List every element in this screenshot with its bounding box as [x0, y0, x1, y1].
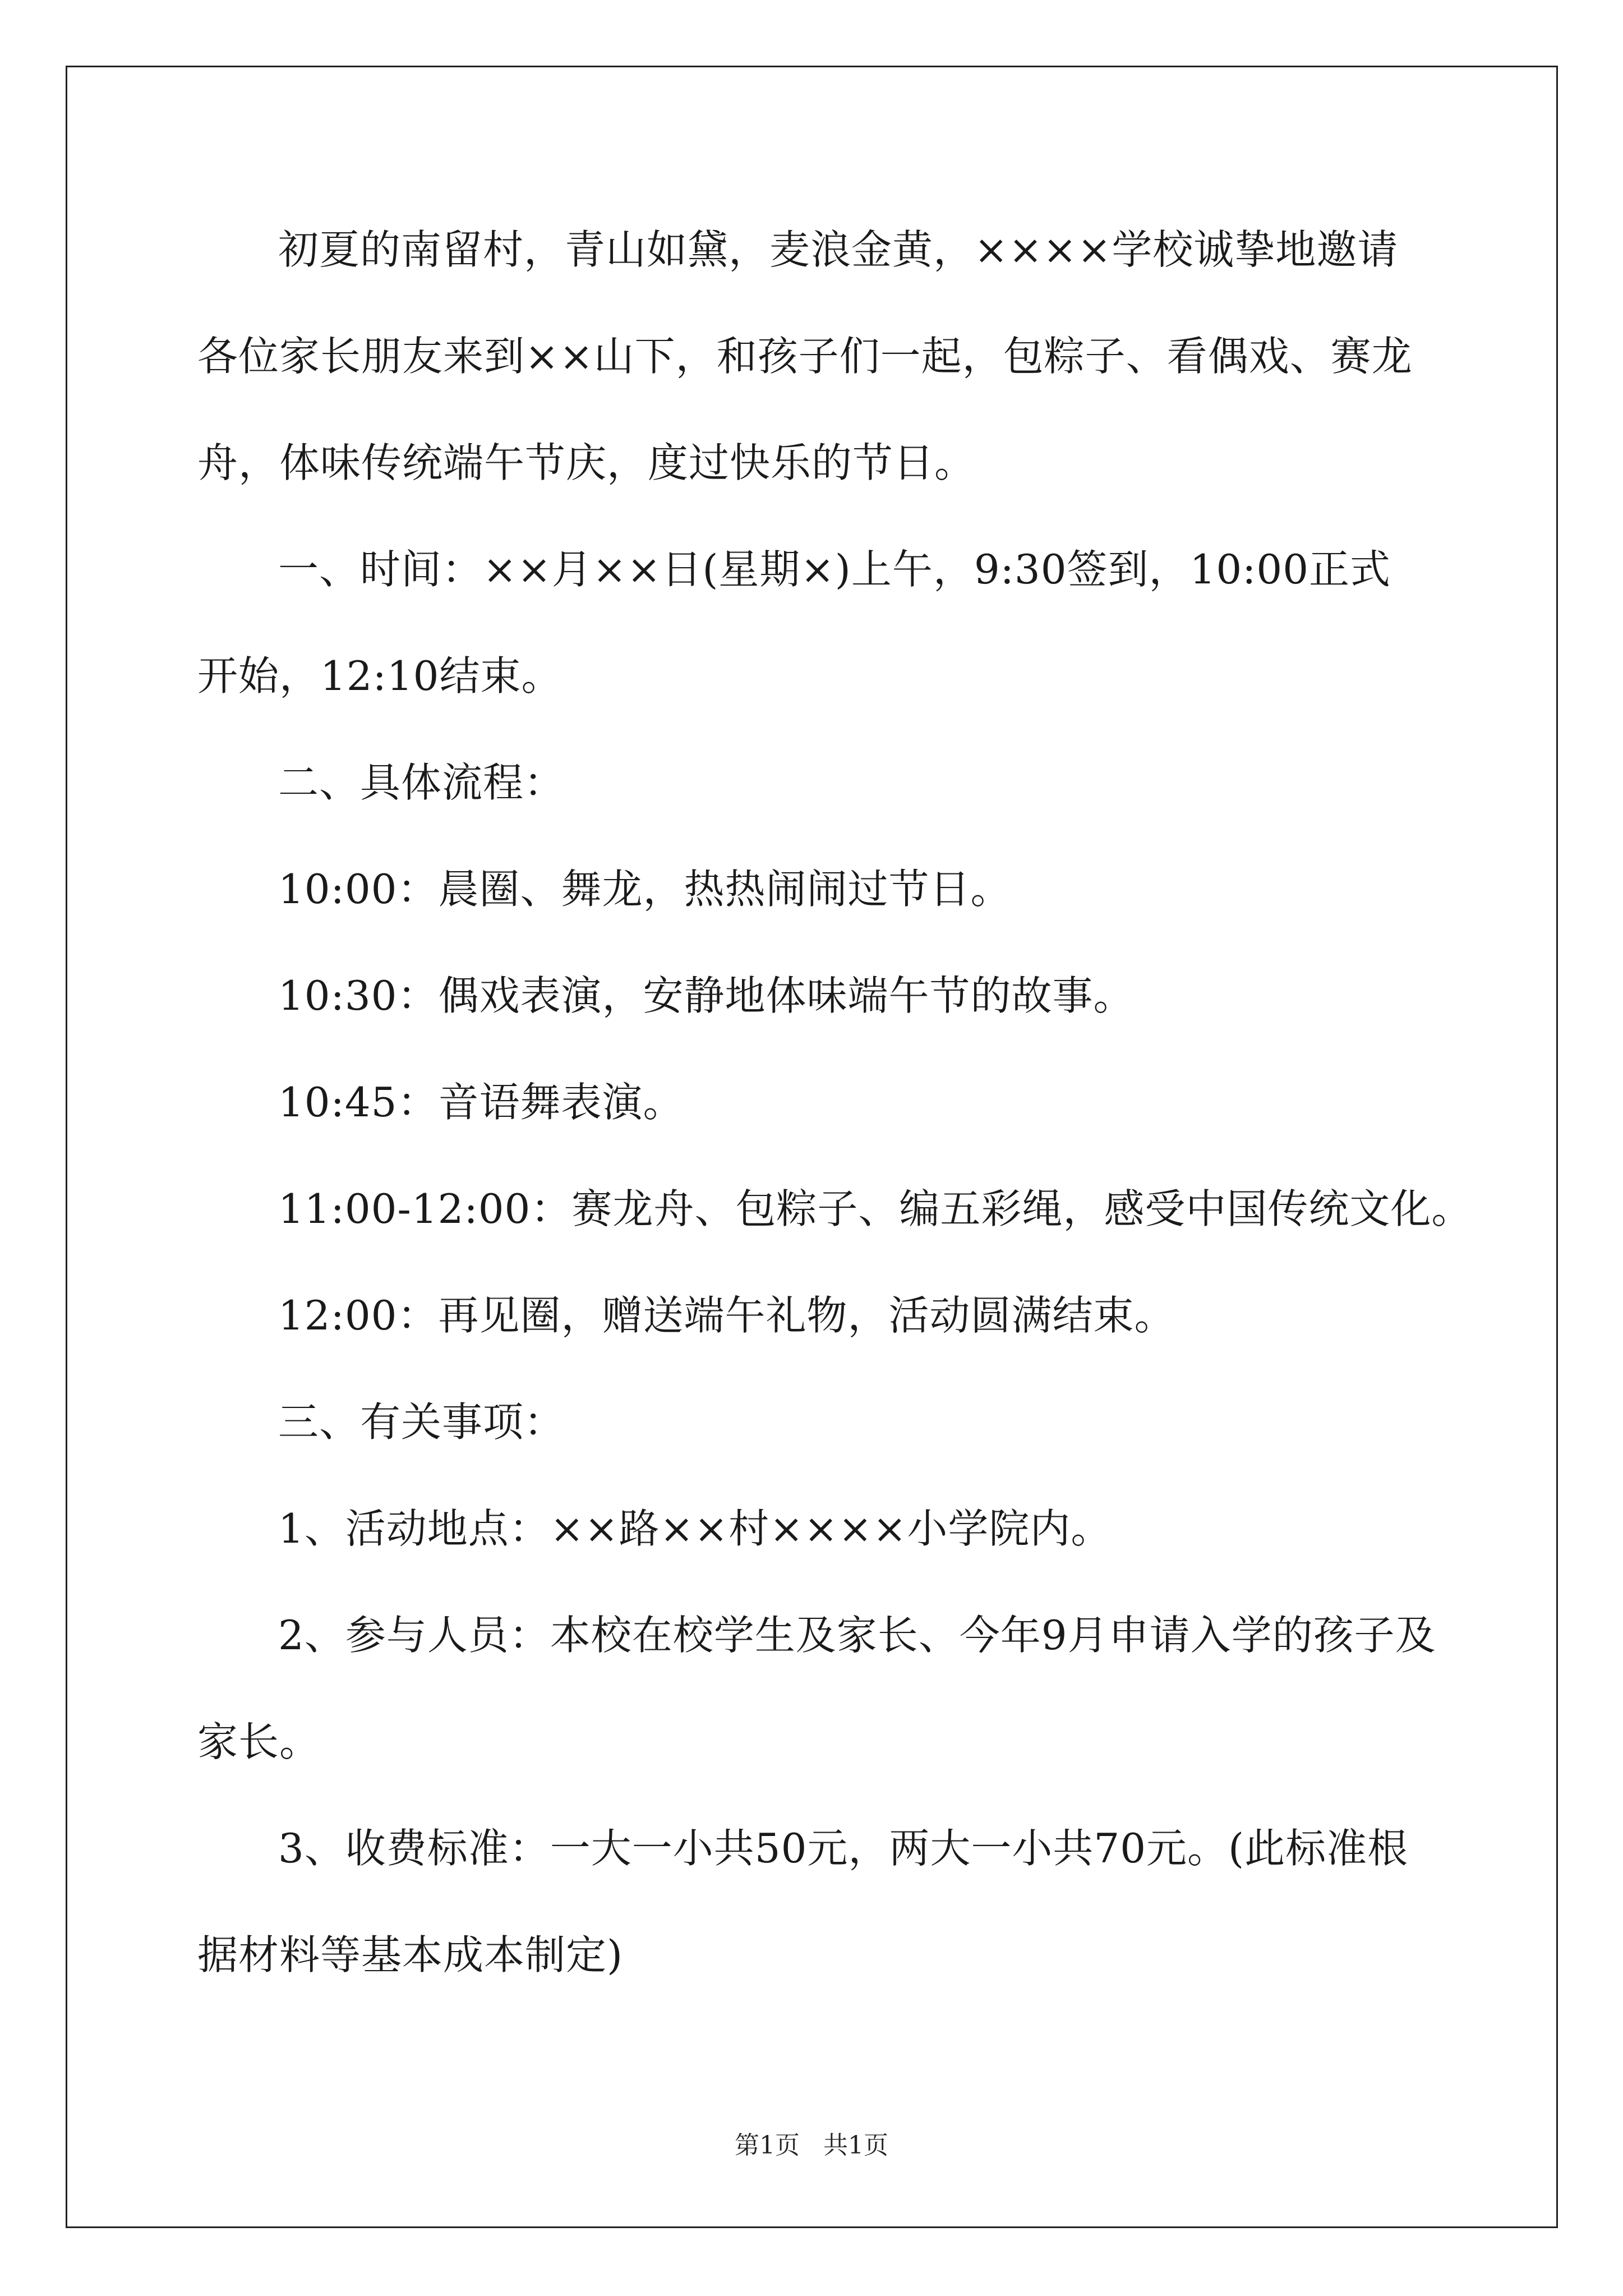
note-fees-line-2: 据材料等基本成本制定)	[197, 1931, 624, 1978]
schedule-item-5: 12:00：再见圈，赠送端午礼物，活动圆满结束。	[278, 1292, 1175, 1339]
schedule-item-3: 10:45：音语舞表演。	[278, 1079, 684, 1126]
schedule-item-2: 10:30：偶戏表演，安静地体味端午节的故事。	[278, 972, 1135, 1019]
note-location: 1、活动地点：××路××村××××小学院内。	[278, 1505, 1112, 1552]
schedule-item-1: 10:00：晨圈、舞龙，热热闹闹过节日。	[278, 866, 1012, 913]
page-footer: 第1页 共1页	[735, 2131, 888, 2160]
section-heading-process: 二、具体流程：	[278, 759, 565, 806]
paragraph-intro-line-2: 各位家长朋友来到××山下，和孩子们一起，包粽子、看偶戏、赛龙	[197, 333, 1413, 380]
schedule-item-4: 11:00-12:00：赛龙舟、包粽子、编五彩绳，感受中国传统文化。	[278, 1185, 1473, 1232]
paragraph-intro-line-1: 初夏的南留村，青山如黛，麦浪金黄，××××学校诚挚地邀请	[278, 226, 1399, 273]
note-fees-line-1: 3、收费标准：一大一小共50元，两大一小共70元。(此标准根	[278, 1825, 1409, 1872]
note-participants-line-2: 家长。	[197, 1718, 321, 1765]
time-line-2: 开始，12:10结束。	[197, 652, 562, 700]
time-line-1: 一、时间：××月××日(星期×)上午，9:30签到，10:00正式	[278, 546, 1391, 593]
paragraph-intro-line-3: 舟，体味传统端午节庆，度过快乐的节日。	[197, 439, 976, 486]
section-heading-notes: 三、有关事项：	[278, 1398, 565, 1446]
note-participants-line-1: 2、参与人员：本校在校学生及家长、今年9月申请入学的孩子及	[278, 1612, 1436, 1659]
page-border	[66, 66, 1558, 2228]
